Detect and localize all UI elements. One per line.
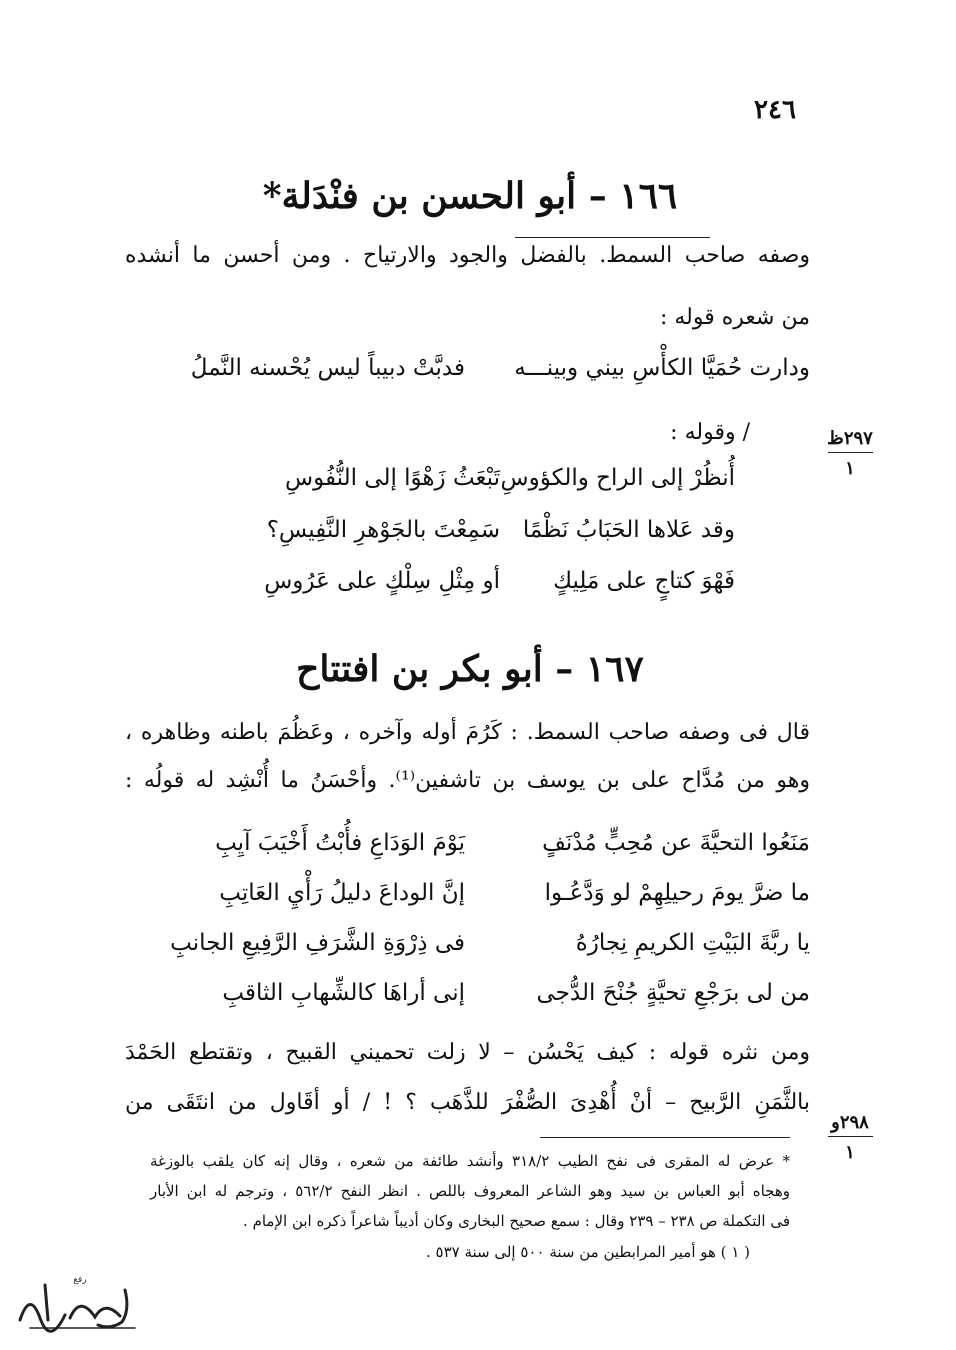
prose-line: ومن نثره قوله : كيف يَحْسُن – لا زلت تحميني القبيح ، وتقتطع الحَمْدَ [125,1040,810,1065]
verse-line [125,568,810,608]
hemistich-first: وقد عَلاها الحَبَابُ نَظْمًا [522,517,735,543]
hemistich-first: يا ربَّةَ البَيْتِ الكريمِ نِجارُهُ [575,930,810,956]
margin-rule [828,1136,873,1137]
library-stamp-icon [10,1270,150,1340]
hemistich-second: تَبْعَثُ زَهْوًا إلى النُّفُوسِ [285,465,500,491]
hemistich-first: من لى برَجْعِ تحيَّةٍ جُنْحَ الدُّجى [536,980,810,1006]
verse-line [125,517,810,557]
hemistich-second: فى ذِرْوَةِ الشَّرَفِ الرَّفِيعِ الجانبِ [170,930,465,956]
verse-line [125,465,810,505]
footnote-line: فى التكملة ص ٢٣٨ – ٢٣٩ وقال : سمع صحيح البخارى وكان أديباً شاعراً ذكره ابن الإمام . [243,1212,790,1230]
footnote-line: وهجاه أبو العباس بن سيد وهو الشاعر المعروف باللص . انظر النفح ٥٦٢/٢ ، وترجم له ابن الأبار [150,1182,791,1200]
hemistich-first: مَنَعُوا التحيَّةَ عن مُحِبٍّ مُدْنَفٍ [542,830,810,856]
margin-line-number: ١ [845,1142,855,1163]
verse-line [125,930,810,970]
hemistich-second: فدبَّتْ دبيباً ليس يُحْسنه النَّملُ [190,355,465,381]
hemistich-first: ودارت حُمَيَّا الكأْسِ بيني وبينـــه [514,355,810,381]
verse-line [125,830,810,870]
prose-line: وهو من مُدَّاح على بن يوسف بن تاشفين⁽¹⁾. وأحْسَنُ ما أُنْشِد له قولُه : [125,768,810,793]
hemistich-first: أُنظُرْ إلى الراح والكؤوسِ [500,465,735,491]
title-underline [515,237,710,238]
prose-line: وصفه صاحب السمط. بالفضل والجود والارتياح . ومن أحسن ما أنشده [125,243,810,268]
verse-line [125,980,810,1020]
verse-line [125,880,810,920]
hemistich-second: أو مِثْلِ سِلْكٍ على عَرُوسِ [264,568,500,594]
footnote-separator [540,1137,790,1138]
verse-line [125,355,810,395]
hemistich-second: سَمِعْتَ بالجَوْهرِ النَّفِيسِ؟ [266,517,500,543]
footnote-line: ( ١ ) هو أمير المرابطين من سنة ٥٠٠ إلى سنة ٥٣٧ . [425,1243,750,1261]
margin-rule [828,452,873,453]
margin-line-number: ١ [845,458,855,479]
margin-folio-note: ٢٩٧ظ [827,428,873,449]
svg-text:رفع: رفع [73,1275,87,1285]
entry-167-title: ١٦٧ – أبو بكر بن افتتاح [296,648,644,690]
hemistich-second: إنَّ الوداعَ دليلُ رَأْيِ العَاتِبِ [219,880,465,906]
hemistich-second: يَوْمَ الوَدَاعِ فأُبْتُ أَخْيَبَ آيِبِ [215,830,465,856]
prose-line: من شعره قوله : [659,305,810,330]
prose-line: قال فى وصفه صاحب السمط. : كَرُمَ أوله وآخره ، وعَظُمَ باطنه وظاهره ، [125,720,810,745]
verse-intro: / وقوله : [670,420,750,445]
page-number: ٢٤٦ [754,95,796,125]
margin-folio-note: ٢٩٨و [831,1112,869,1133]
hemistich-first: ما ضرَّ يومَ رحيلِهِمْ لو وَدَّعُـوا [544,880,810,906]
prose-line: بالثَّمَنِ الرَّبيح – أنْ أُهْدِىَ الصُّفْرَ للذَّهَب ؟ ! / أو أقَاول من انتَقَى من [125,1090,810,1115]
footnote-line: * عرض له المقرى فى نفح الطيب ٣١٨/٢ وأنشد طائفة من شعره ، وقال إنه كان يلقب بالوزغة [150,1152,791,1170]
hemistich-first: فَهْوَ كتاجٍ على مَلِيكٍ [553,568,735,594]
entry-166-title: ١٦٦ – أبو الحسن بن فنْدَلة* [262,175,678,217]
hemistich-second: إنى أراهَا كالشِّهابِ الثاقبِ [222,980,465,1006]
